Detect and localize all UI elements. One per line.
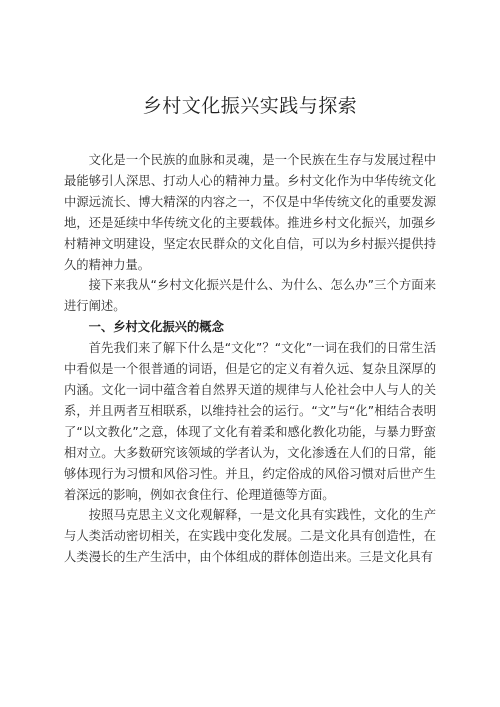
document-body — [64, 150, 436, 568]
paragraph-outline: 接下来我从“乡村文化振兴是什么、为什么、怎么办”三个方面来进行阐述。 — [64, 278, 436, 314]
section-heading: 一、乡村文化振兴的概念 — [88, 320, 224, 335]
document-title: 乡村文化振兴实践与探索 — [142, 95, 358, 117]
paragraph-culture-definition: 首先我们来了解下什么是“文化”？“文化”一词在我们的日常生活中看似是一个很普通的词语，但是它的定义有着久远、复杂且深厚的内涵。文化一词中蕴含着自然界天道的规律与人伦社会中人与人的关系，并且两者互相联系，以维持社会的运行。“文”与“化”相结合表明了“以文教化”之意，体现了文化有着柔和感化教化功能，与暴力野蛮相对立。大多数研究该领域的学者认为，文化渗透在人们的日常，能够体现行为习惯和风俗习性。并且，约定俗成的风俗习惯对后世产生着深远的影响，例如衣食住行、伦理道德等方面。 — [64, 341, 436, 502]
paragraph-intro: 文化是一个民族的血脉和灵魂，是一个民族在生存与发展过程中最能够引人深思、打动人心的精神力量。乡村文化作为中华传统文化中源远流长、博大精深的内容之一，不仅是中华传统文化的重要发源地，还是延续中华传统文化的主要载体。推进乡村文化振兴，加强乡村精神文明建设，坚定农民群众的文化自信，可以为乡村振兴提供持久的精神力量。 — [64, 153, 436, 272]
paragraph-marxist-view: 按照马克思主义文化观解释，一是文化具有实践性，文化的生产与人类活动密切相关，在实践中变化发展。二是文化具有创造性，在人类漫长的生产生活中，由个体组成的群体创造出来。三是文化具有 — [64, 508, 436, 565]
